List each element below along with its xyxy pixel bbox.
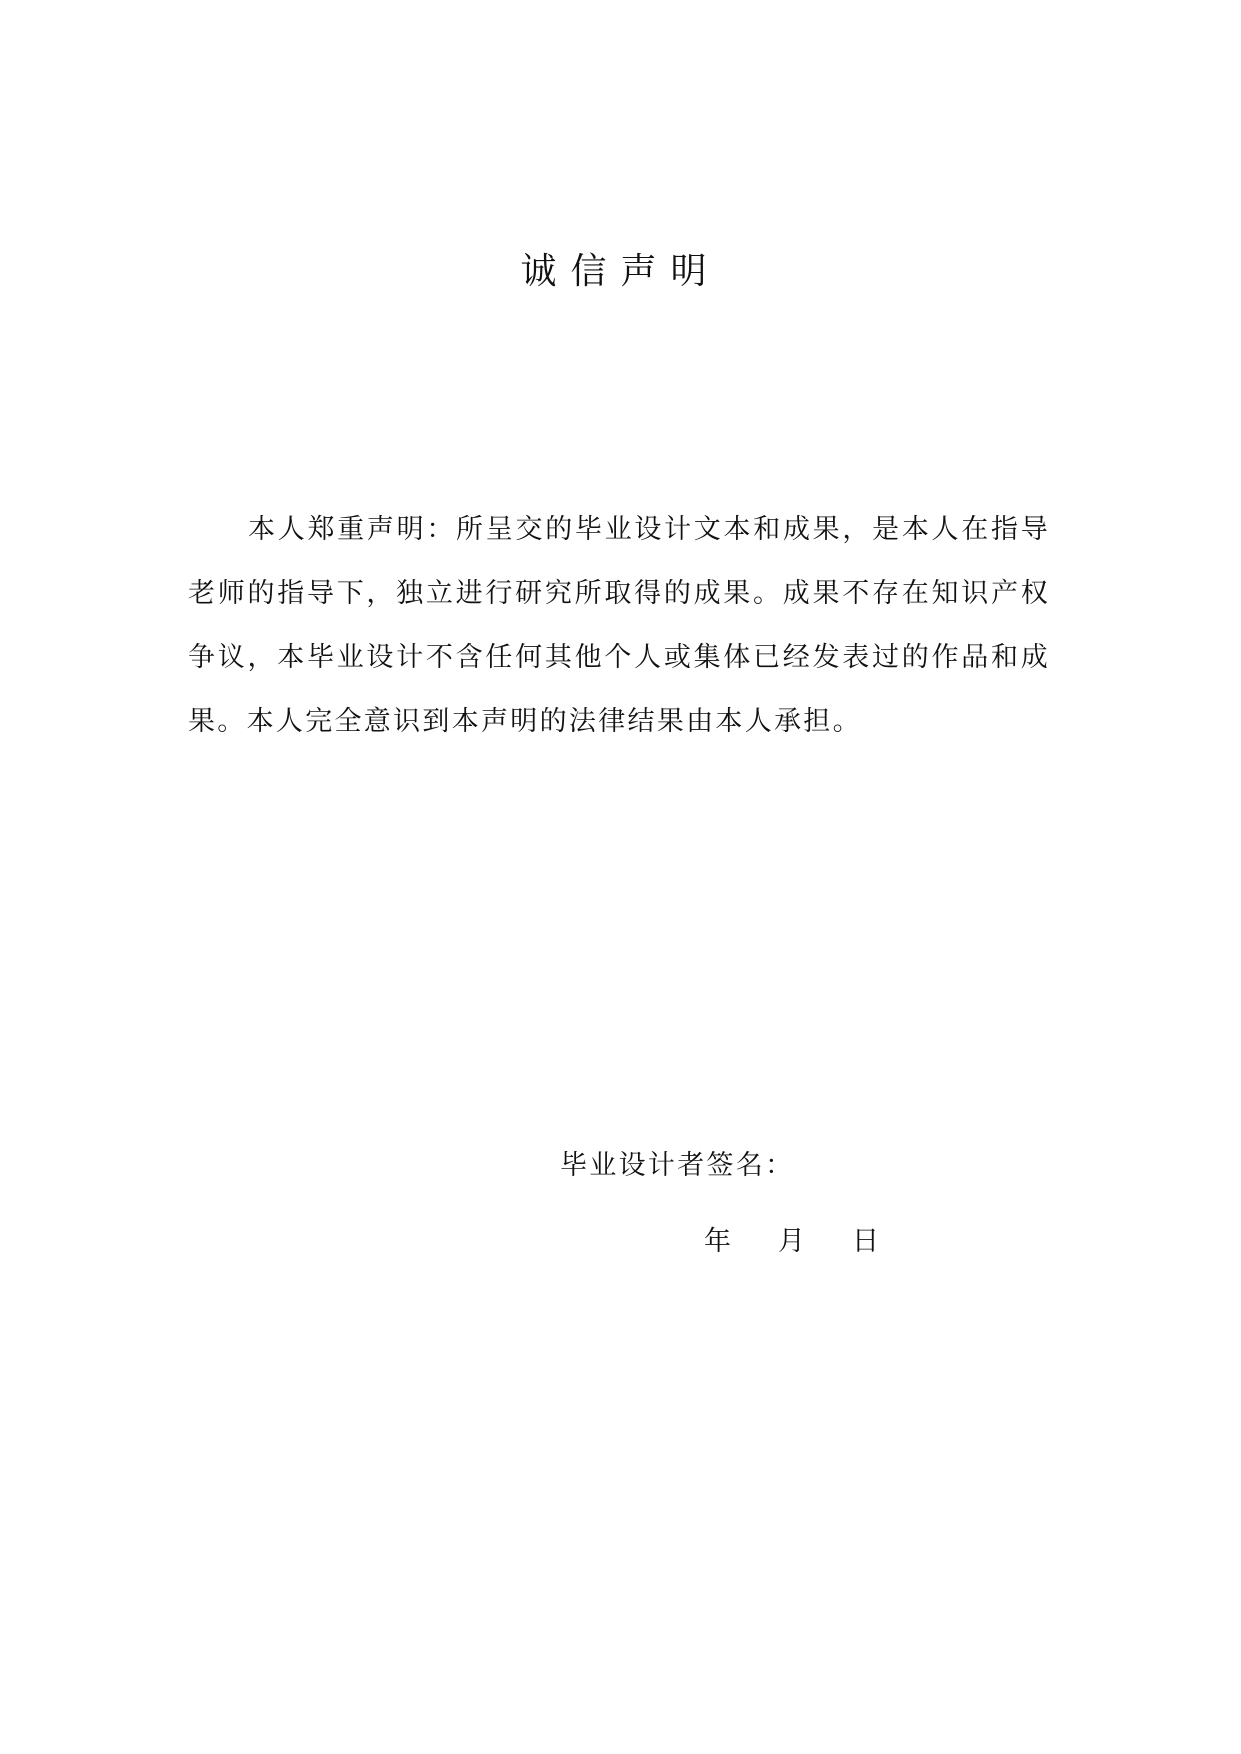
date-year-label: 年 xyxy=(704,1226,731,1257)
date-line xyxy=(704,1222,879,1262)
date-month-label: 月 xyxy=(778,1226,805,1257)
date-day-label: 日 xyxy=(852,1226,879,1257)
declaration-paragraph: 本人郑重声明：所呈交的毕业设计文本和成果，是本人在指导老师的指导下，独立进行研究所取得的成果。成果不存在知识产权争议，本毕业设计不含任何其他个人或集体已经发表过的作品和成果。本人完全意识到本声明的法律结果由本人承担。 xyxy=(188,514,1050,737)
document-title: 诚信声明 xyxy=(520,251,721,292)
signature-label: 毕业设计者签名： xyxy=(560,1150,795,1181)
